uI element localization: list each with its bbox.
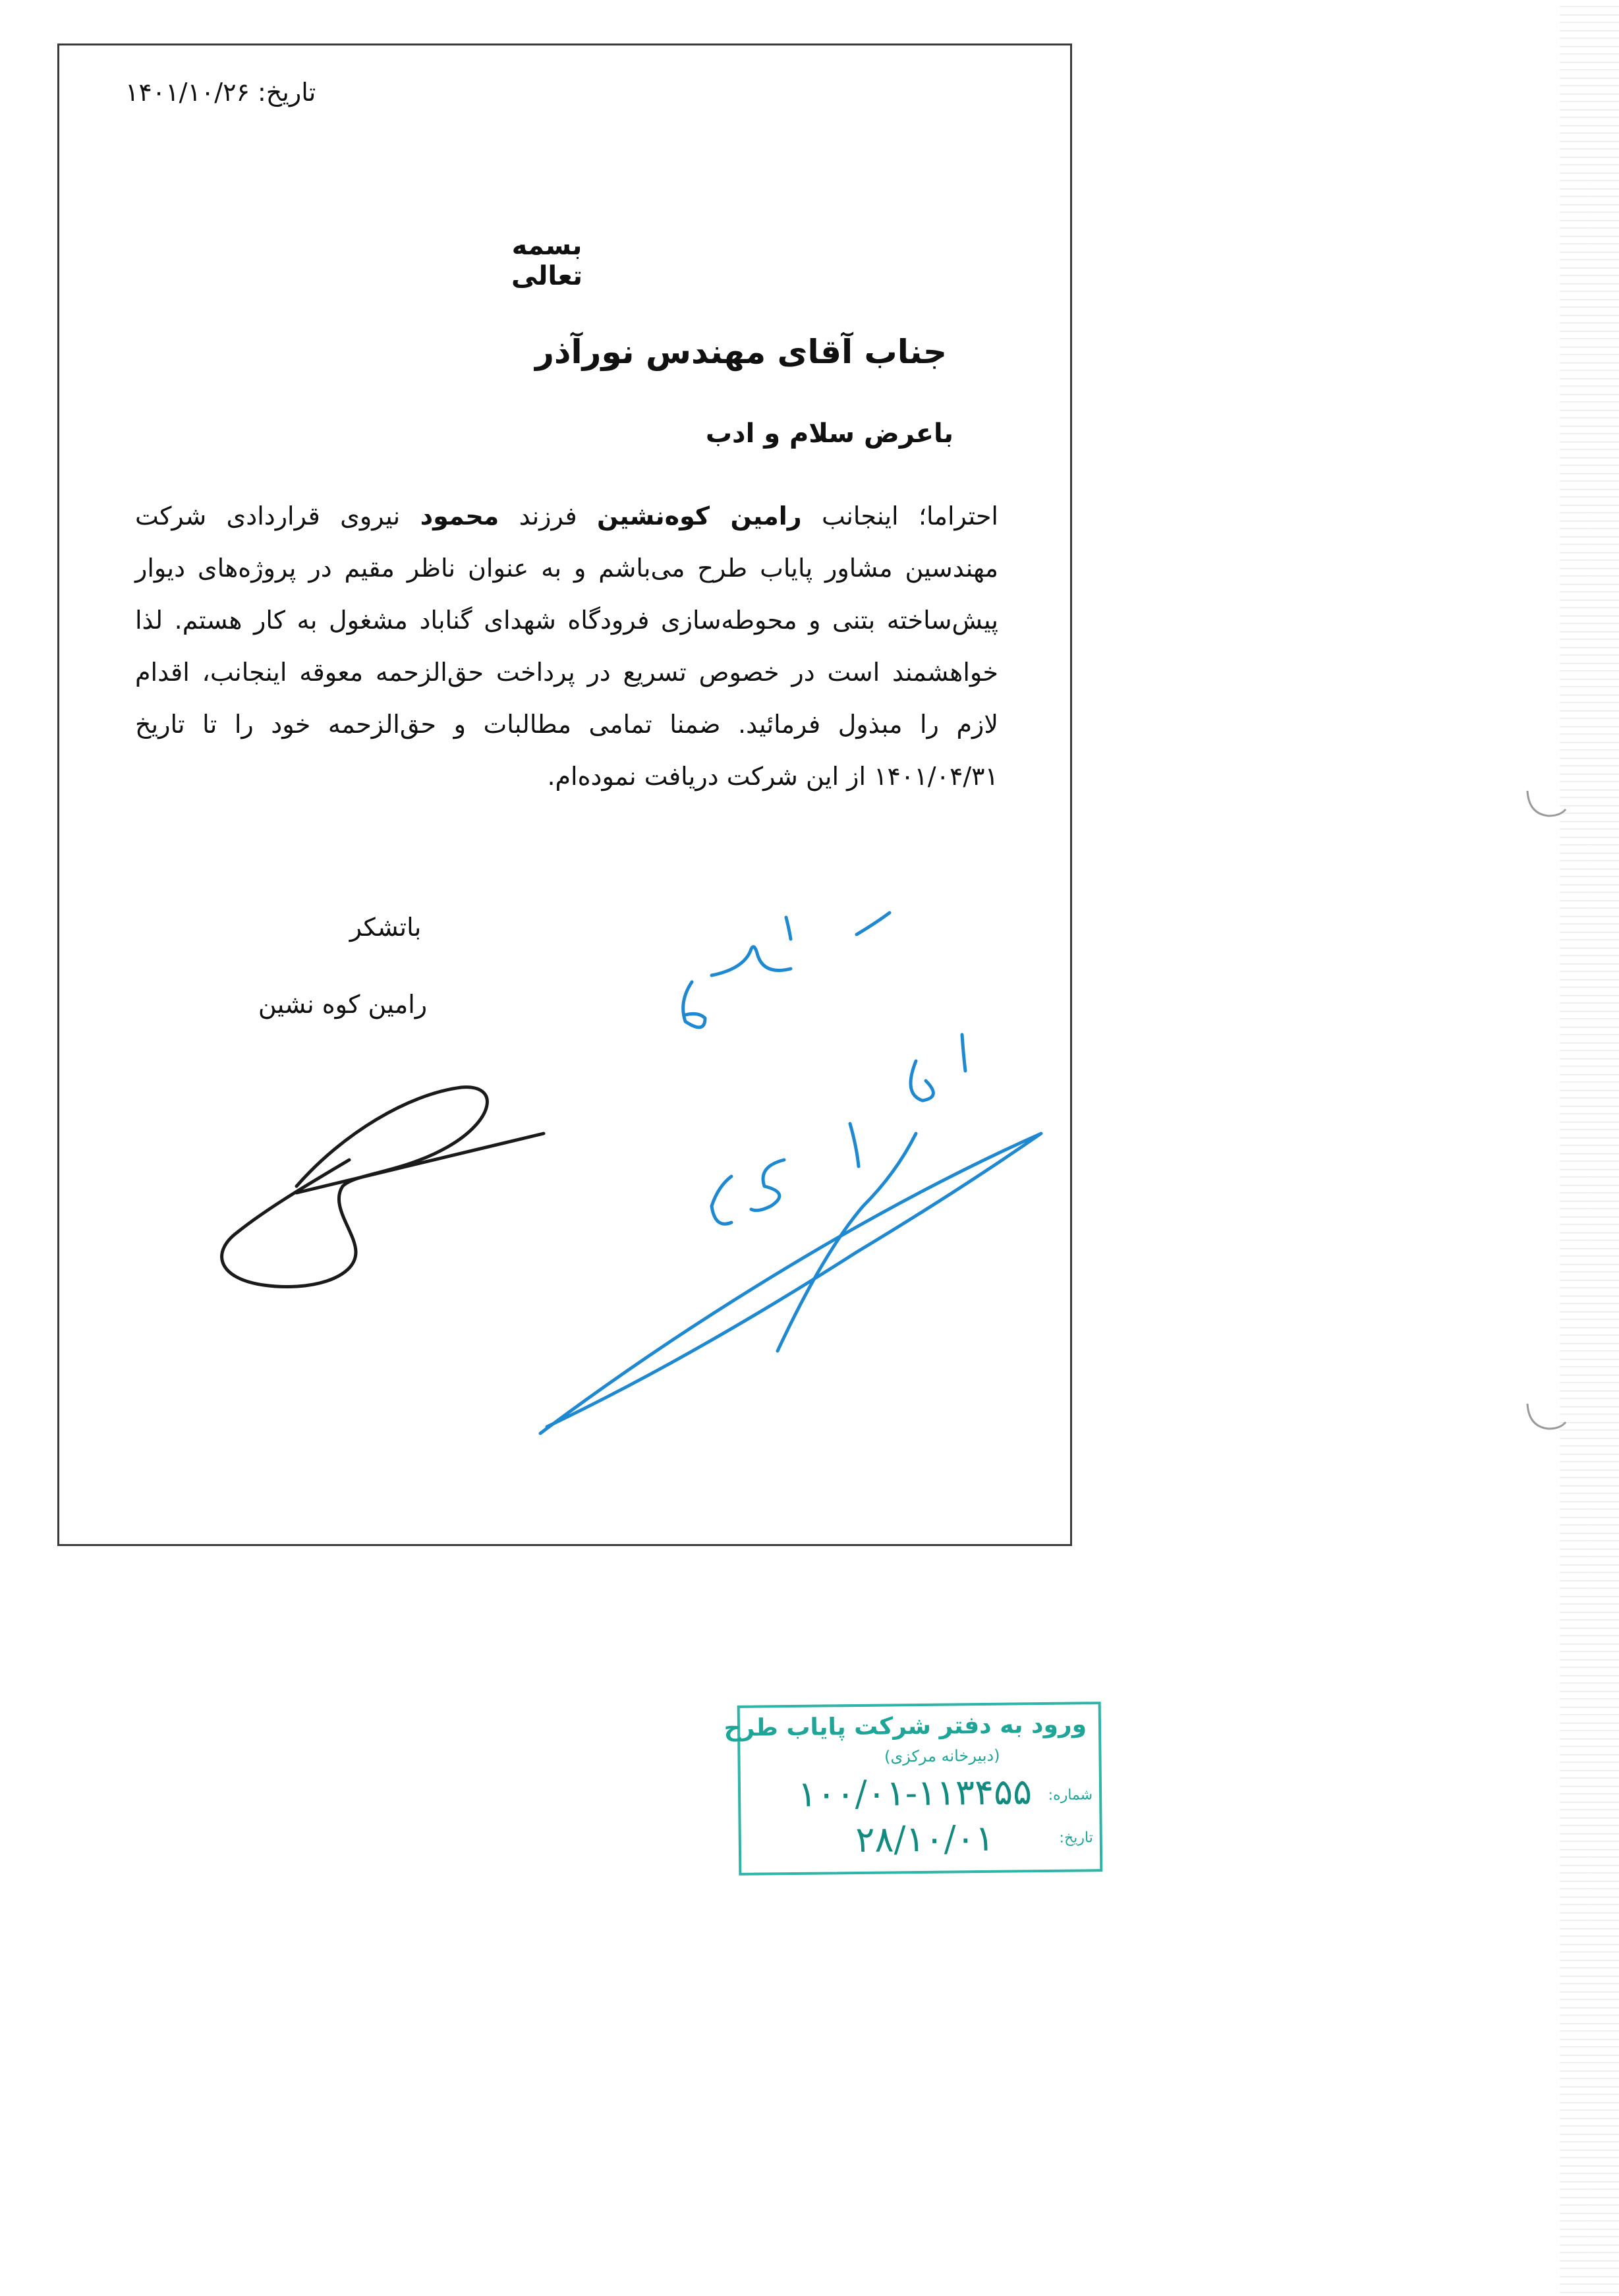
letter-basmala: بسمه تعالی (511, 231, 583, 291)
body-part-1: احتراما؛ اینجانب (801, 502, 998, 531)
body-name: رامین کوه‌نشین (597, 502, 802, 531)
letter-recipient: جناب آقای مهندس نورآذر (535, 333, 947, 371)
letter-date: تاریخ: ۱۴۰۱/۱۰/۲۶ (125, 78, 316, 107)
letter-closing: باتشکر (349, 913, 422, 942)
received-stamp (724, 1702, 1103, 1876)
body-part-2: فرزند (499, 502, 597, 531)
letter-signer: رامین کوه نشین (258, 990, 428, 1019)
stamp-subtitle: (دبیرخانه مرکزی) (884, 1746, 1000, 1766)
stamp-date: ۲۸/۱۰/۰۱ (855, 1817, 995, 1861)
stamp-number-label: شماره: (1048, 1787, 1093, 1804)
letter-greeting: باعرض سلام و ادب (705, 418, 953, 449)
stamp-title: ورود به دفتر شرکت پایاب طرح (724, 1711, 1087, 1742)
body-part-3: نیروی قراردادی شرکت مهندسین مشاور پایاب طرح می‌باشم و به عنوان ناظر مقیم در پروژه‌های دیوار پیش‌ساخته بتنی و محوطه‌سازی فرودگاه شهدای گناباد مشغول به کار هستم. لذا خواهشمند است در خصوص تسریع در پرداخت حق‌الزحمه معوقه اینجانب، اقدام لازم را مبذول فرمائید. ضمنا تمامی مطالبات و حق‌الزحمه خود را تا تاریخ ۱۴۰۱/۰۴/۳۱ از این شرکت دریافت نموده‌ام. (135, 502, 998, 791)
stamp-number: ۱۰۰/۰۱-۱۱۳۴۵۵ (797, 1771, 1033, 1815)
stamp-date-label: تاریخ: (1059, 1829, 1093, 1847)
body-father: محمود (420, 502, 499, 531)
